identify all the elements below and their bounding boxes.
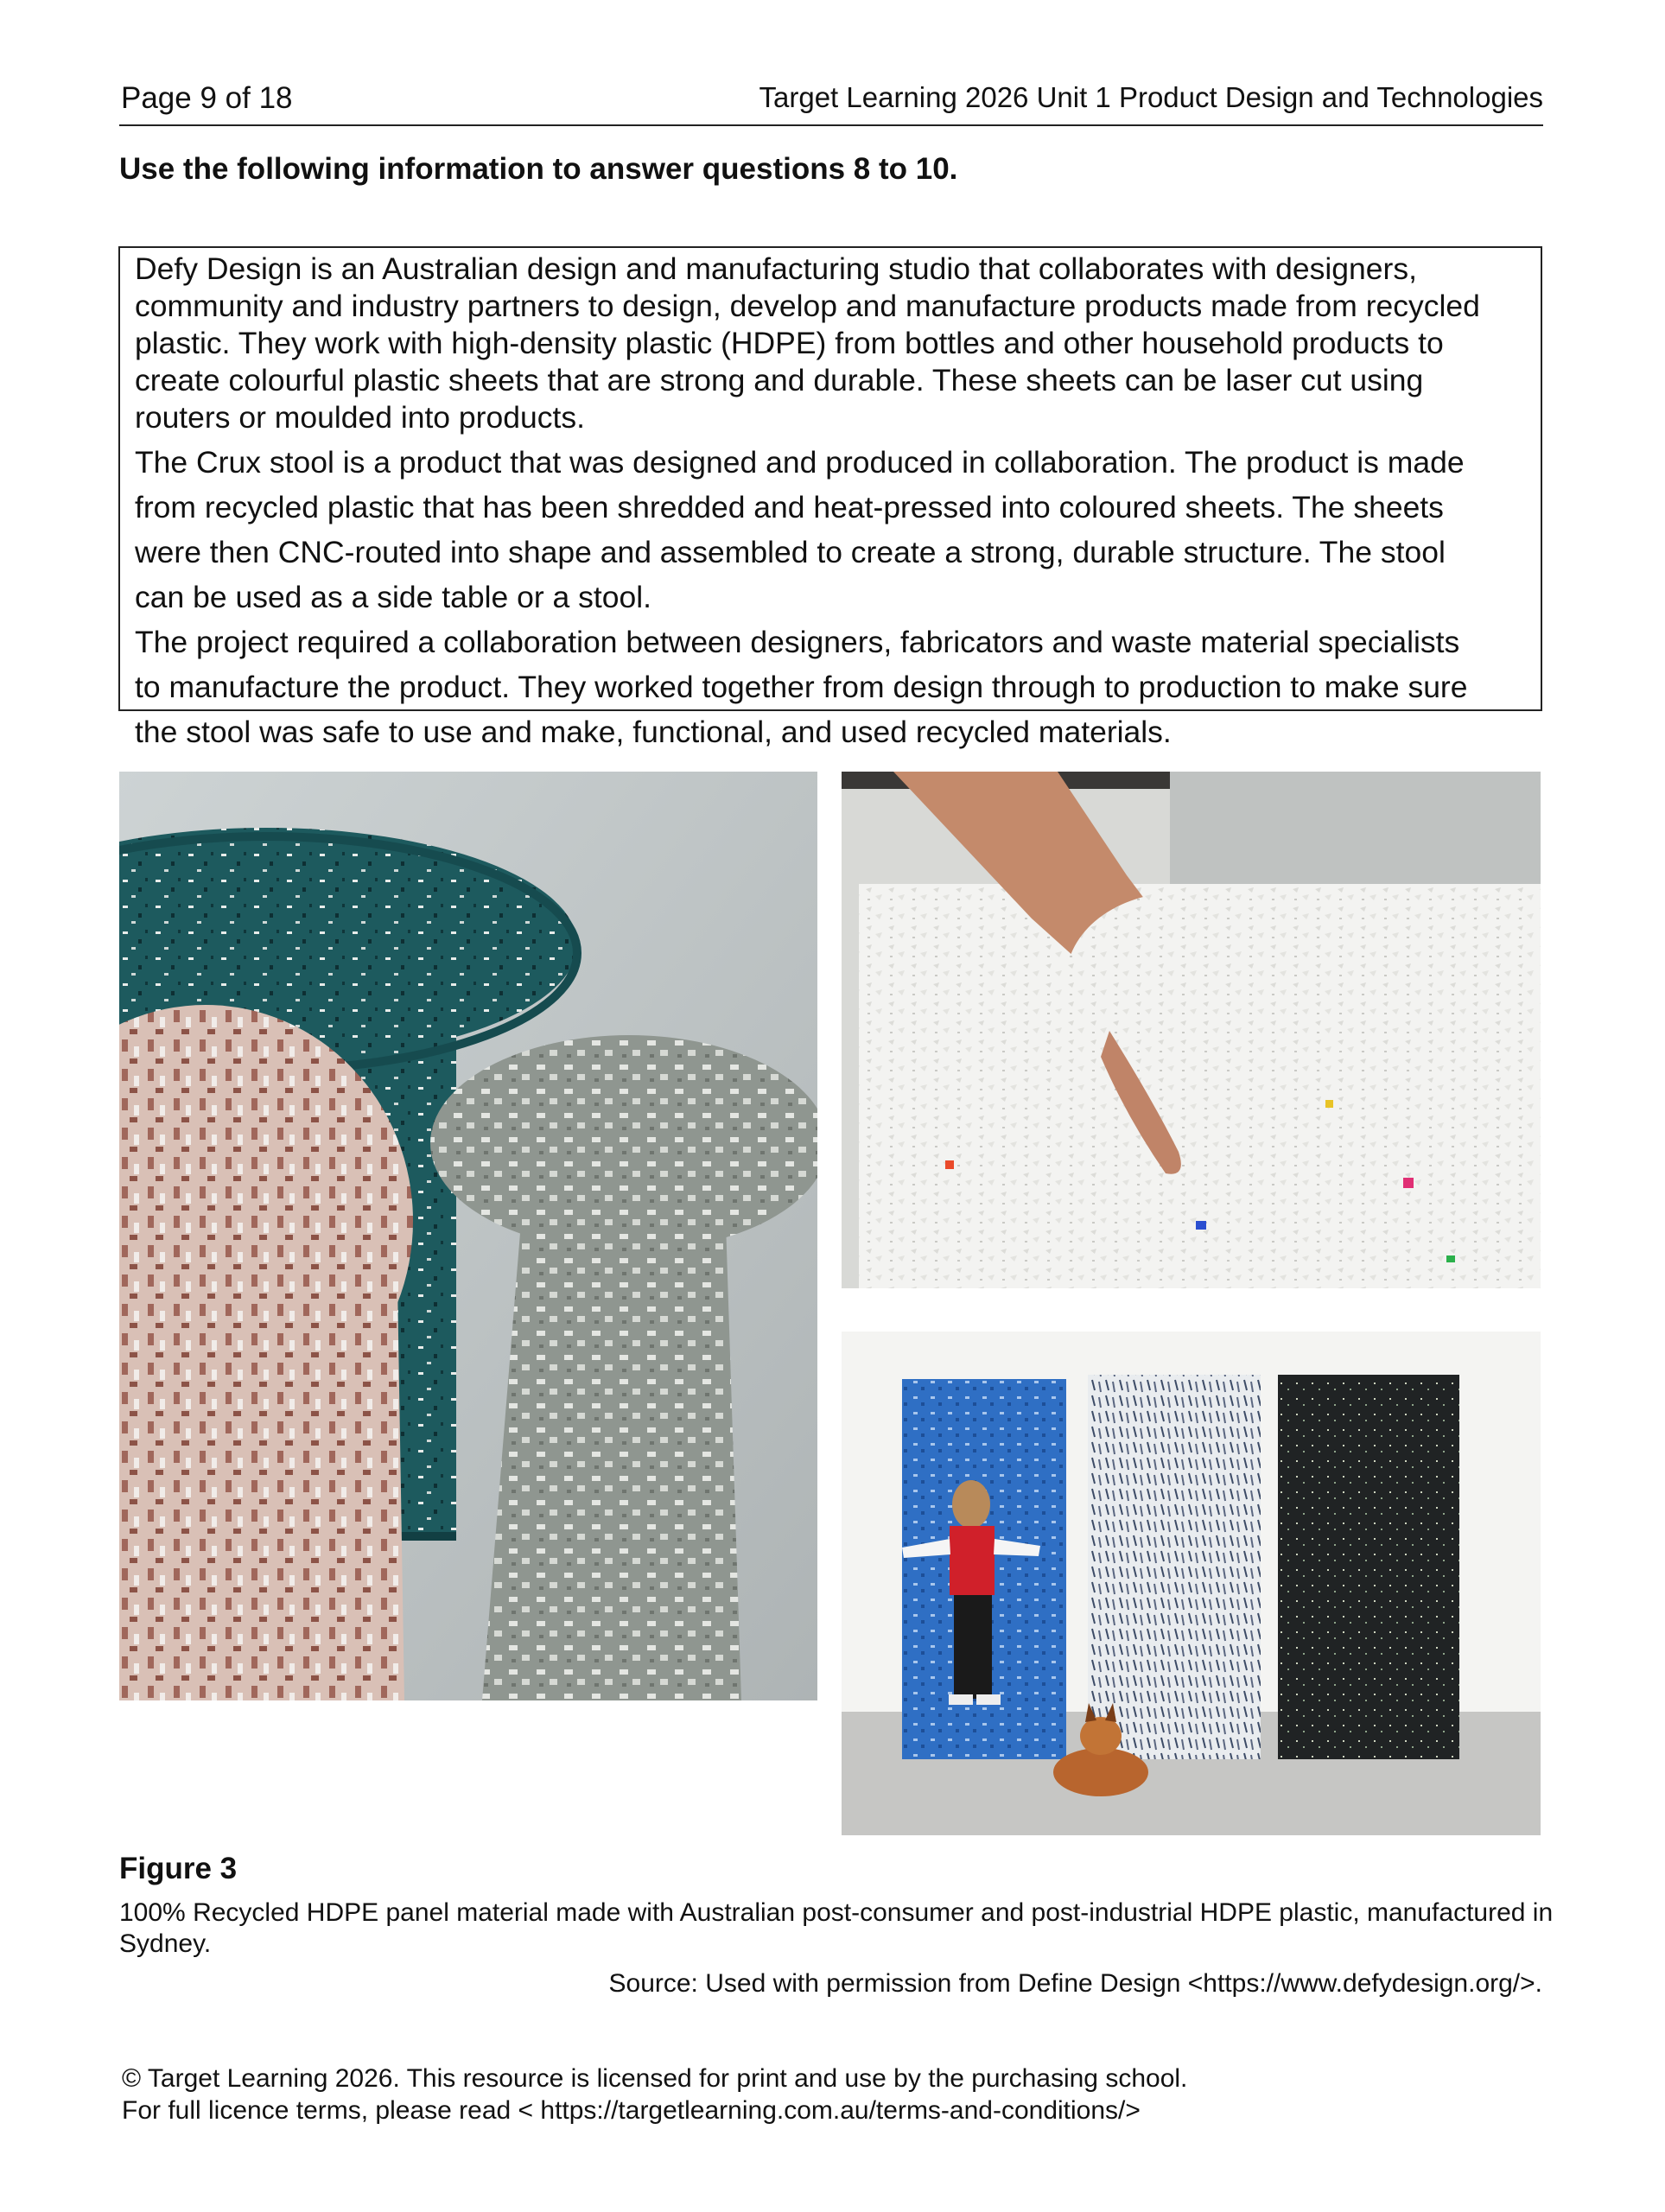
info-line: The project required a collaboration between designers, fabricators and waste material specialists [135,625,1460,659]
info-line: can be used as a side table or a stool. [135,580,651,614]
shredded-plastic-photo [842,772,1541,1288]
figure-source: Source: Used with permission from Define Design <https://www.defydesign.org/>. [608,1969,1542,1998]
info-line: to manufacture the product. They worked together from design through to production to make sure [135,670,1468,704]
info-paragraph-2 [135,444,1541,616]
figure-caption: 100% Recycled HDPE panel material made with Australian post-consumer and post-industrial HDPE plastic, manufactured in Sydney. [119,1898,1554,1958]
page-footer [122,2063,1187,2126]
question-instruction: Use the following information to answer questions 8 to 10. [119,152,958,186]
information-box [118,246,1542,749]
info-line: from recycled plastic that has been shredded and heat-pressed into coloured sheets. The sheets [135,490,1444,524]
info-paragraph-1 [135,251,1541,436]
info-line: routers or moulded into products. [135,400,585,435]
hdpe-panels-photo [842,1332,1541,1835]
document-title: Target Learning 2026 Unit 1 Product Design and Technologies [759,81,1543,113]
page-header [119,79,1543,126]
page-number: Page 9 of 18 [121,81,293,115]
figure-title: Figure 3 [119,1852,238,1885]
info-line: Defy Design is an Australian design and manufacturing studio that collaborates with designers, [135,251,1417,286]
info-line: create colourful plastic sheets that are strong and durable. These sheets can be laser cut using [135,363,1424,397]
info-paragraph-3 [135,624,1541,751]
info-line: plastic. They work with high-density plastic (HDPE) from bottles and other household products to [135,326,1444,360]
info-line: The Crux stool is a product that was designed and produced in collaboration. The product is made [135,445,1465,480]
info-line: community and industry partners to design, develop and manufacture products made from recycled [135,289,1480,323]
stools-photo [119,772,817,1700]
copyright-line: © Target Learning 2026. This resource is licensed for print and use by the purchasing school. [122,2064,1188,2093]
info-line: the stool was safe to use and make, functional, and used recycled materials. [135,715,1172,749]
licence-line: For full licence terms, please read < https://targetlearning.com.au/terms-and-conditions/> [122,2096,1141,2125]
info-line: were then CNC-routed into shape and assembled to create a strong, durable structure. The stool [135,535,1446,569]
